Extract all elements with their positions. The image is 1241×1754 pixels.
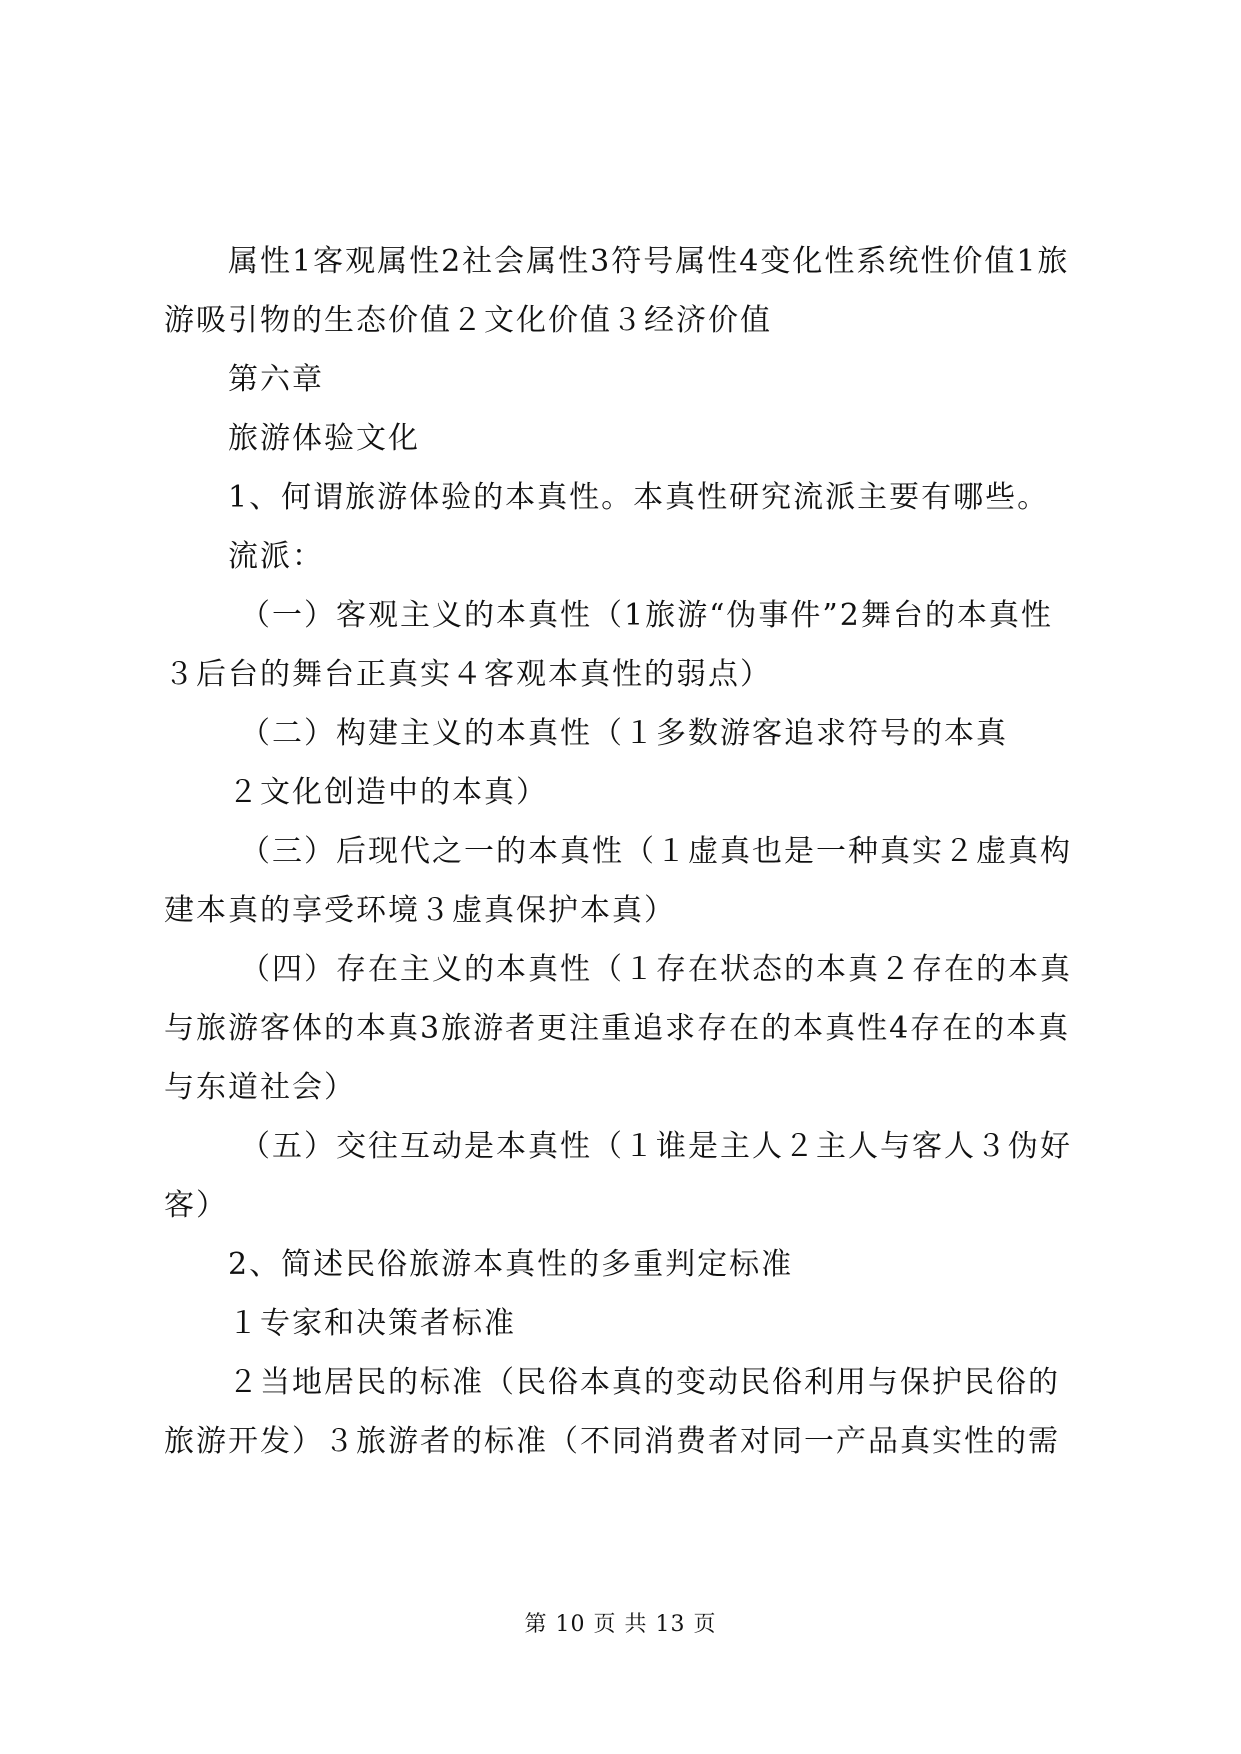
- school-constructivism-continued: ２文化创造中的本真）: [228, 775, 548, 810]
- question-2: 2、简述民俗旅游本真性的多重判定标准: [228, 1247, 794, 1282]
- school-objectivism: （一）客观主义的本真性（1旅游“伪事件”2舞台的本真性３后台的舞台正真实４客观本真性的弱点）: [164, 598, 1053, 692]
- school-constructivism: （二）构建主义的本真性（１多数游客追求符号的本真: [240, 716, 1008, 751]
- chapter-heading: 第六章: [228, 362, 324, 397]
- school-interaction: （五）交往互动是本真性（１谁是主人２主人与客人３伪好客）: [164, 1129, 1072, 1223]
- page-number-footer: 第 10 页 共 13 页: [524, 1612, 717, 1637]
- school-postmodernism: （三）后现代之一的本真性（１虚真也是一种真实２虚真构建本真的享受环境３虚真保护本真）: [164, 834, 1072, 928]
- schools-label: 流派：: [228, 539, 324, 574]
- school-existentialism: （四）存在主义的本真性（１存在状态的本真２存在的本真与旅游客体的本真3旅游者更注重追求存在的本真性4存在的本真与东道社会）: [164, 952, 1072, 1105]
- document-body: [164, 232, 1076, 1471]
- standard-residents-tourists: ２当地居民的标准（民俗本真的变动民俗利用与保护民俗的旅游开发）３旅游者的标准（不同消费者对同一产品真实性的需: [164, 1365, 1060, 1459]
- question-1: 1、何谓旅游体验的本真性。本真性研究流派主要有哪些。: [228, 480, 1050, 515]
- standard-experts: １专家和决策者标准: [228, 1306, 516, 1341]
- paragraph-attributes-values: 属性1客观属性2社会属性3符号属性4变化性系统性价值1旅游吸引物的生态价值２文化价值３经济价值: [164, 244, 1070, 338]
- chapter-title: 旅游体验文化: [228, 421, 420, 456]
